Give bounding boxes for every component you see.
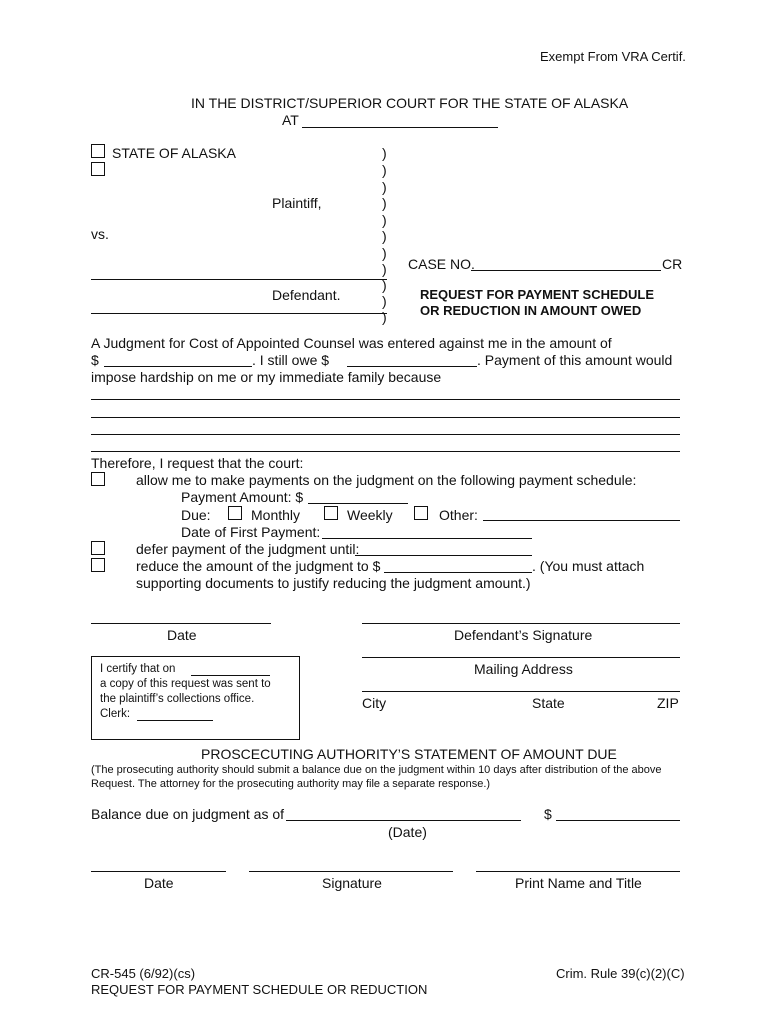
case-number-field[interactable] [471, 270, 661, 271]
hardship-reason-line[interactable] [91, 417, 680, 418]
prosecuting-note-line2: Request. The attorney for the prosecuting authority may file a separate response.) [91, 778, 491, 790]
weekly-checkbox[interactable] [324, 506, 338, 520]
plaintiff-label: Plaintiff, [272, 195, 322, 211]
date-caption: Date [167, 627, 197, 643]
balance-due-label: Balance due on judgment as of [91, 806, 285, 822]
prosecutor-signature-caption: Signature [322, 875, 382, 891]
prosecutor-date-line[interactable] [91, 871, 226, 872]
due-label: Due: [181, 507, 211, 523]
form-number: CR-545 (6/92)(cs) [91, 966, 196, 981]
form-title-line1: REQUEST FOR PAYMENT SCHEDULE [420, 287, 655, 302]
balance-amount-field[interactable] [556, 820, 680, 821]
mailing-address-line[interactable] [362, 657, 680, 658]
supporting-docs-label: supporting documents to justify reducing the judgment amount.) [136, 575, 531, 591]
first-payment-date-field[interactable] [322, 538, 532, 539]
reduce-amount-checkbox[interactable] [91, 558, 105, 572]
city-caption: City [362, 695, 387, 711]
therefore-label: Therefore, I request that the court: [91, 455, 304, 471]
prosecutor-signature-line[interactable] [249, 871, 453, 872]
date-signature-line[interactable] [91, 623, 271, 624]
hardship-reason-line[interactable] [91, 434, 680, 435]
caption-paren: ) [382, 277, 387, 293]
reduce-amount-label: reduce the amount of the judgment to $ [136, 558, 381, 574]
certify-date-field[interactable] [191, 675, 270, 676]
vs-label: vs. [91, 226, 109, 242]
judgment-line1: A Judgment for Cost of Appointed Counsel was entered against me in the amount of [91, 335, 612, 351]
still-owe-amount-field[interactable] [347, 366, 477, 367]
prosecutor-name-caption: Print Name and Title [515, 875, 642, 891]
court-rule: Crim. Rule 39(c)(2)(C) [556, 966, 685, 981]
judgment-amount-field[interactable] [104, 366, 252, 367]
caption-paren: ) [382, 261, 387, 277]
judgment-line3: impose hardship on me or my immediate family because [91, 369, 442, 385]
balance-date-caption: (Date) [388, 824, 427, 840]
prosecutor-date-caption: Date [144, 875, 174, 891]
plaintiff-other-checkbox[interactable] [91, 162, 105, 176]
other-checkbox[interactable] [414, 506, 428, 520]
state-caption: State [532, 695, 565, 711]
defendant-name-field[interactable] [91, 279, 387, 280]
caption-paren: ) [382, 179, 387, 195]
clerk-initials-field[interactable] [137, 720, 213, 721]
caption-paren: ) [382, 228, 387, 244]
payment-amount-field[interactable] [308, 503, 408, 504]
city-state-zip-line[interactable] [362, 691, 680, 692]
prosecutor-name-line[interactable] [476, 871, 680, 872]
prosecuting-note-line1: (The prosecuting authority should submit a balance due on the judgment within 10 days after distribution of the above [91, 764, 662, 776]
defer-payment-label: defer payment of the judgment until: [136, 541, 360, 557]
case-suffix: CR [662, 256, 683, 272]
payment-hardship-text: . Payment of this amount would [477, 352, 673, 368]
allow-payments-label: allow me to make payments on the judgment on the following payment schedule: [136, 472, 637, 488]
form-name: REQUEST FOR PAYMENT SCHEDULE OR REDUCTION [91, 982, 428, 997]
certify-label: I certify that on [100, 663, 176, 675]
payment-amount-label: Payment Amount: $ [181, 489, 304, 505]
at-location-field[interactable] [302, 127, 498, 128]
certify-line2: a copy of this request was sent to [100, 678, 271, 690]
other-frequency-field[interactable] [483, 520, 680, 521]
caption-paren: ) [382, 245, 387, 261]
case-no-label: CASE NO. [408, 256, 475, 272]
plaintiff-state-label: STATE OF ALASKA [112, 145, 236, 161]
first-payment-label: Date of First Payment: [181, 524, 321, 540]
reduced-amount-field[interactable] [384, 572, 532, 573]
caption-paren: ) [382, 195, 387, 211]
court-title: IN THE DISTRICT/SUPERIOR COURT FOR THE STATE OF ALASKA [191, 95, 629, 111]
caption-paren: ) [382, 309, 387, 325]
hardship-reason-line[interactable] [91, 399, 680, 400]
other-label: Other: [439, 507, 478, 523]
defendant-signature-caption: Defendant’s Signature [454, 627, 593, 643]
mailing-address-caption: Mailing Address [474, 661, 573, 677]
defendant-name-field-2[interactable] [91, 313, 387, 314]
prosecuting-heading: PROSCECUTING AUTHORITY’S STATEMENT OF AMOUNT DUE [201, 746, 617, 762]
defendant-label: Defendant. [272, 287, 341, 303]
balance-dollar: $ [544, 806, 552, 822]
monthly-label: Monthly [251, 507, 301, 523]
caption-paren: ) [382, 145, 387, 161]
defer-payment-checkbox[interactable] [91, 541, 105, 555]
still-owe-label: . I still owe $ [252, 352, 330, 368]
plaintiff-state-checkbox[interactable] [91, 144, 105, 158]
monthly-checkbox[interactable] [228, 506, 242, 520]
weekly-label: Weekly [347, 507, 393, 523]
balance-date-field[interactable] [286, 820, 521, 821]
caption-paren: ) [382, 162, 387, 178]
form-title-line2: OR REDUCTION IN AMOUNT OWED [420, 303, 642, 318]
zip-caption: ZIP [657, 695, 679, 711]
must-attach-label: . (You must attach [532, 558, 645, 574]
exempt-notice: Exempt From VRA Certif. [540, 49, 686, 64]
caption-paren: ) [382, 293, 387, 309]
certify-line3: the plaintiff’s collections office. [100, 693, 255, 705]
clerk-label: Clerk: [100, 708, 131, 720]
defendant-signature-line[interactable] [362, 623, 680, 624]
defer-until-field[interactable] [355, 555, 532, 556]
caption-paren: ) [382, 212, 387, 228]
hardship-reason-line[interactable] [91, 451, 680, 452]
allow-payments-checkbox[interactable] [91, 472, 105, 486]
at-label: AT [282, 112, 299, 128]
judgment-dollar: $ [91, 352, 99, 368]
